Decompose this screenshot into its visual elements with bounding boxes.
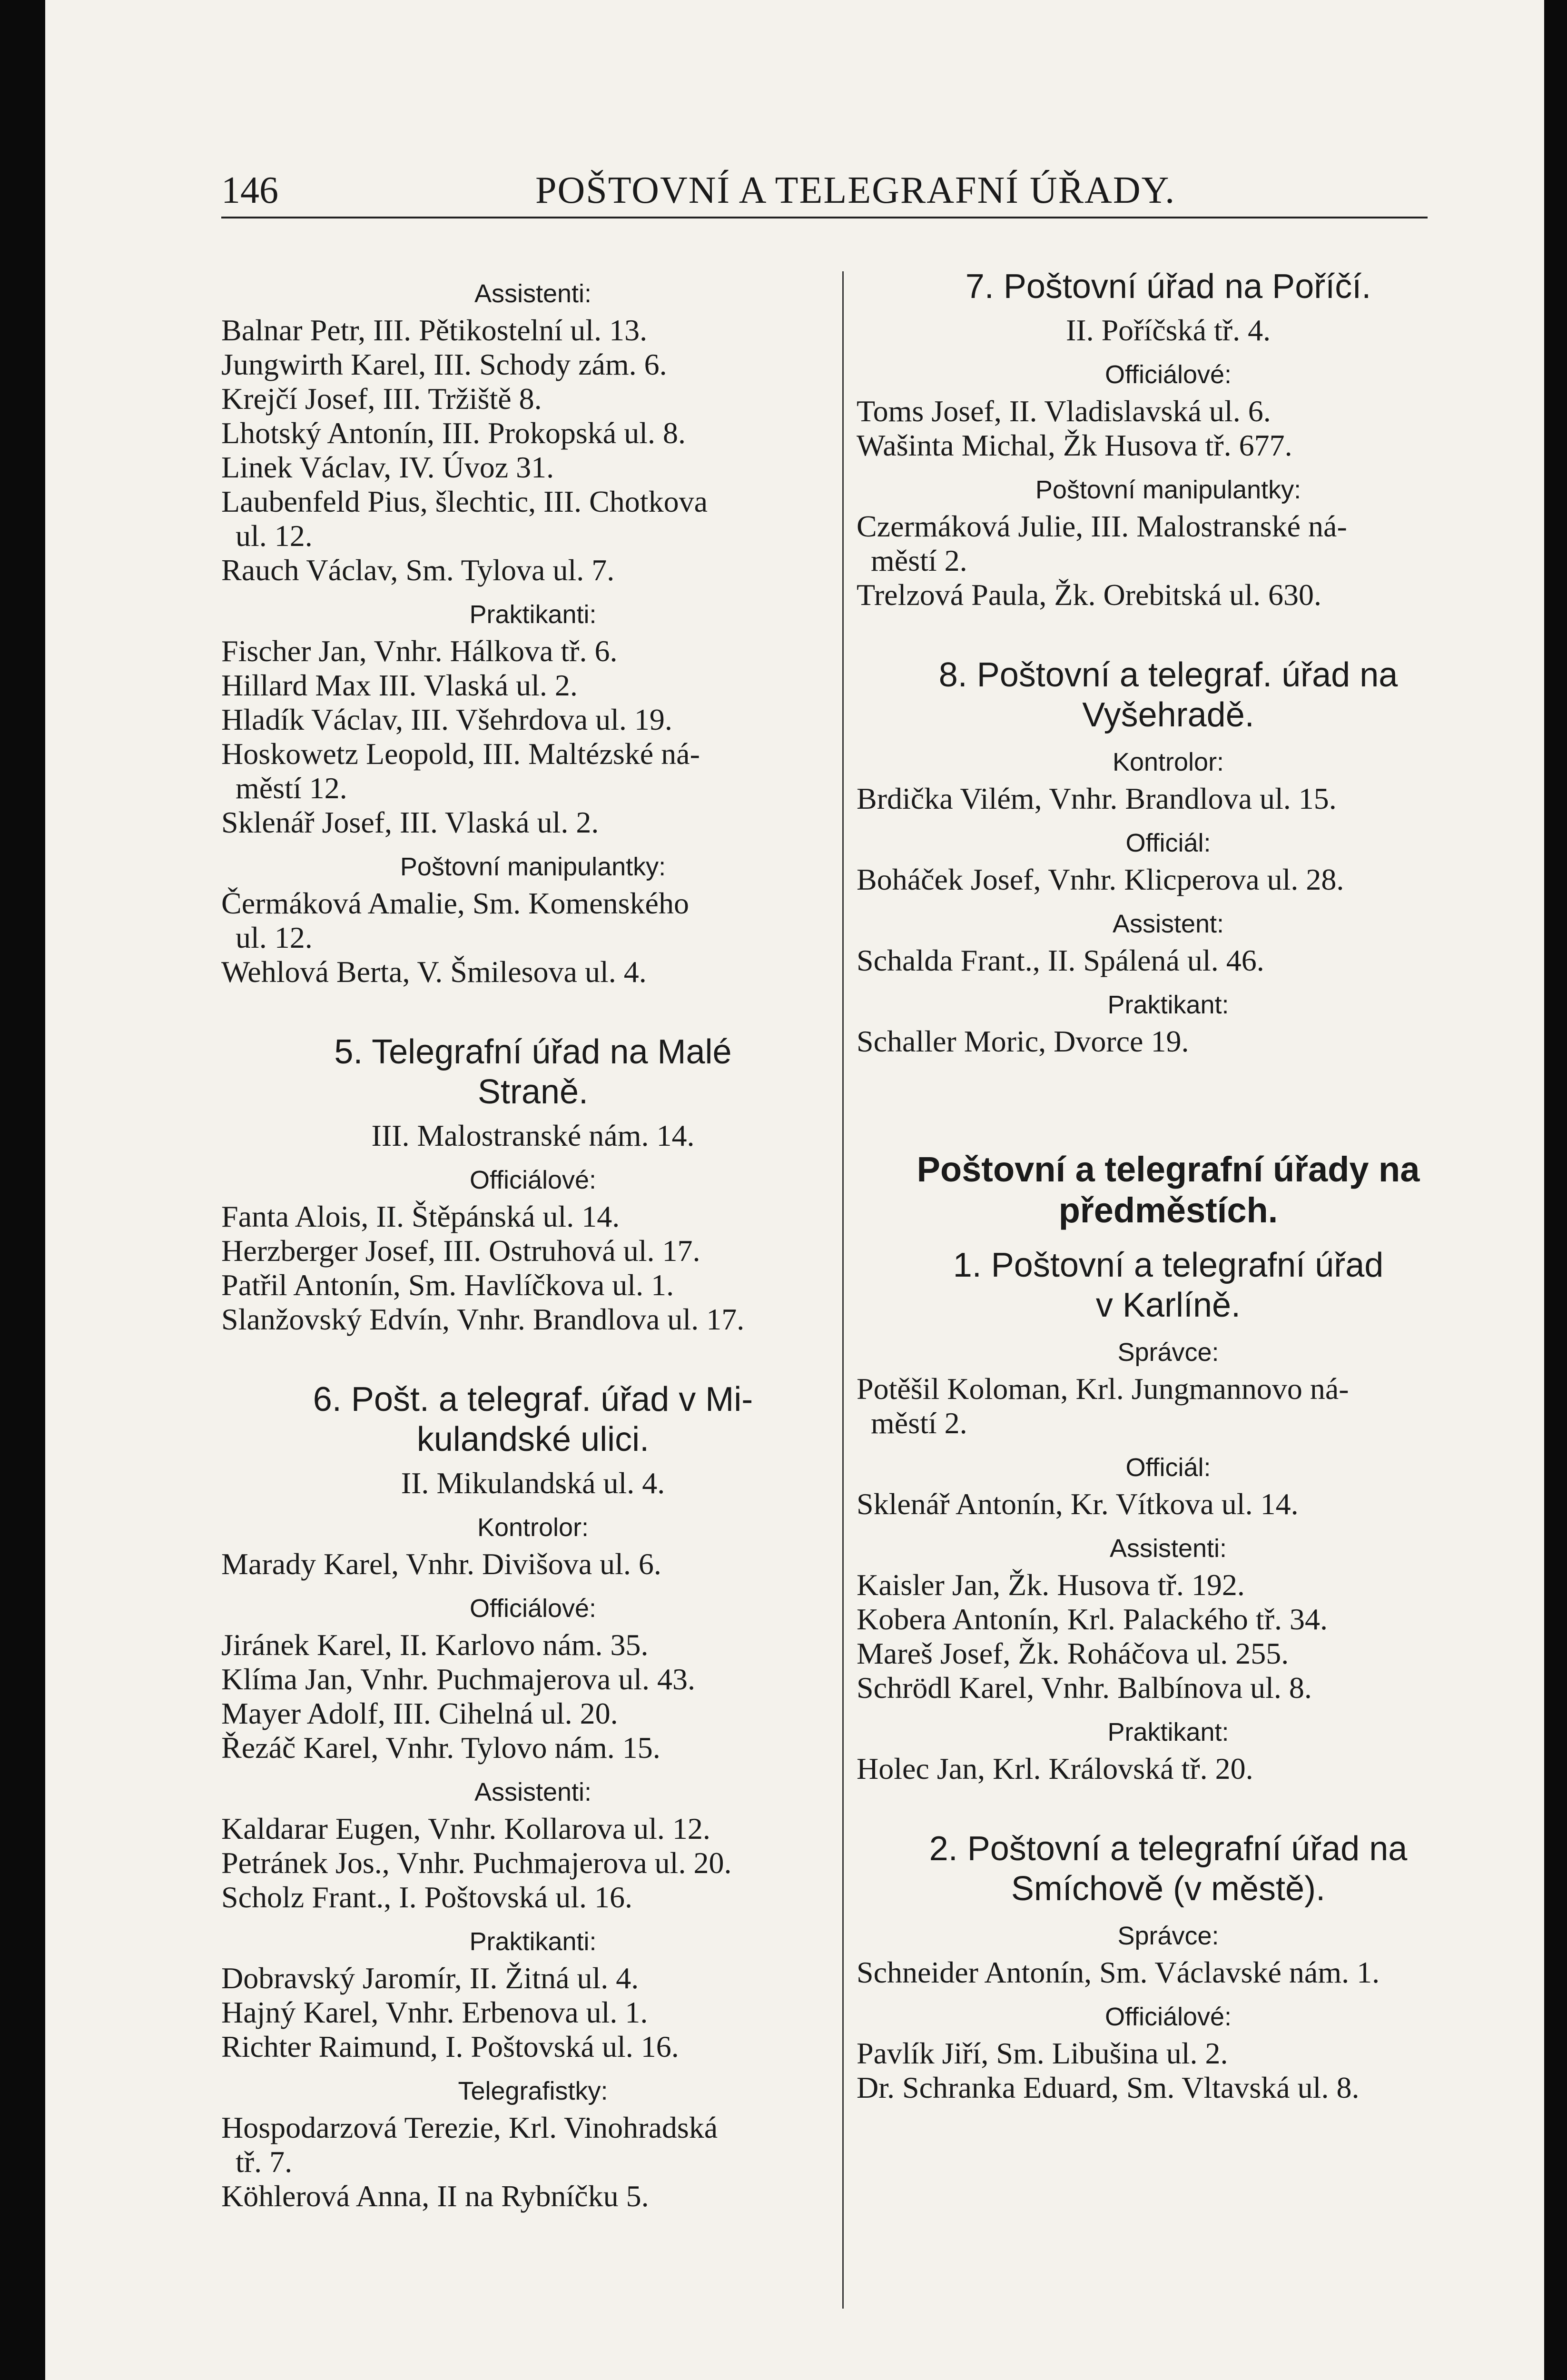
office-title [857, 1245, 1480, 1325]
entry: Řezáč Karel, Vnhr. Tylovo nám. 15. [221, 1731, 660, 1765]
right-column [857, 267, 1480, 2105]
entry: Wehlová Berta, V. Šmilesova ul. 4. [221, 955, 647, 989]
office-title-line: 8. Poštovní a telegraf. úřad na [938, 656, 1398, 694]
entry: Potěšil Koloman, Krl. Jungmannovo ná- [857, 1372, 1349, 1406]
entry: Mayer Adolf, III. Cihelná ul. 20. [221, 1696, 618, 1730]
entry: Petránek Jos., Vnhr. Puchmajerova ul. 20. [221, 1846, 732, 1880]
entry: Schalda Frant., II. Spálená ul. 46. [857, 943, 1264, 977]
entry: Hospodarzová Terezie, Krl. Vinohradská [221, 2111, 718, 2144]
page-number: 146 [221, 169, 278, 211]
running-header [221, 169, 1428, 221]
section-heading: Officiál: [1125, 1453, 1211, 1482]
entry: Schrödl Karel, Vnhr. Balbínova ul. 8. [857, 1671, 1312, 1705]
entry: Brdička Vilém, Vnhr. Brandlova ul. 15. [857, 782, 1337, 815]
chapter-title-line: předměstích. [1058, 1190, 1278, 1230]
entry: Laubenfeld Pius, šlechtic, III. Chotkova [221, 485, 708, 518]
entry: Fanta Alois, II. Štěpánská ul. 14. [221, 1200, 620, 1233]
entry: Czermáková Julie, III. Malostranské ná- [857, 509, 1347, 543]
entry: Scholz Frant., I. Poštovská ul. 16. [221, 1880, 632, 1914]
office-title-line: Smíchově (v městě). [1011, 1870, 1326, 1908]
office-address: II. Mikulandská ul. 4. [401, 1466, 665, 1500]
entry: Köhlerová Anna, II na Rybníčku 5. [221, 2179, 649, 2213]
office-address: II. Poříčská tř. 4. [1065, 313, 1271, 347]
entry: Balnar Petr, III. Pětikostelní ul. 13. [221, 313, 648, 347]
section-heading: Praktikant: [1107, 991, 1229, 1019]
entry: Schneider Antonín, Sm. Václavské nám. 1. [857, 1955, 1380, 1989]
chapter-title [857, 1149, 1480, 1231]
entry: Richter Raimund, I. Poštovská ul. 16. [221, 2030, 679, 2063]
office-title [857, 655, 1480, 735]
section-heading: Správce: [1117, 1338, 1219, 1367]
entry: Mareš Josef, Žk. Roháčova ul. 255. [857, 1636, 1289, 1670]
entry: Dobravský Jaromír, II. Žitná ul. 4. [221, 1961, 639, 1995]
office-title [221, 1032, 845, 1112]
chapter-title-line: Poštovní a telegrafní úřady na [917, 1150, 1420, 1189]
entry: Fischer Jan, Vnhr. Hálkova tř. 6. [221, 634, 618, 668]
office-title-line: v Karlíně. [1095, 1286, 1241, 1324]
section-heading: Praktikanti: [469, 600, 597, 629]
section-heading: Assistenti: [474, 1778, 592, 1806]
entry: Jiránek Karel, II. Karlovo nám. 35. [221, 1628, 649, 1662]
section-heading: Kontrolor: [1112, 748, 1224, 776]
section-heading: Praktikanti: [469, 1927, 597, 1956]
running-title: POŠTOVNÍ A TELEGRAFNÍ ÚŘADY. [535, 169, 1176, 211]
entry: Linek Václav, IV. Úvoz 31. [221, 450, 554, 484]
section-heading: Poštovní manipulantky: [400, 853, 666, 881]
office-title [857, 1829, 1480, 1909]
office-title: 7. Poštovní úřad na Poříčí. [965, 268, 1371, 306]
entry: Holec Jan, Krl. Královská tř. 20. [857, 1752, 1253, 1785]
entry: Jungwirth Karel, III. Schody zám. 6. [221, 347, 667, 381]
office-title-line: 2. Poštovní a telegrafní úřad na [929, 1830, 1408, 1868]
entry: Boháček Josef, Vnhr. Klicperova ul. 28. [857, 863, 1344, 896]
entry: Dr. Schranka Eduard, Sm. Vltavská ul. 8. [857, 2071, 1360, 2104]
book-page [45, 0, 1544, 2380]
entry: Hladík Václav, III. Všehrdova ul. 19. [221, 703, 672, 736]
section-heading: Telegrafistky: [458, 2077, 608, 2105]
entry: Hillard Max III. Vlaská ul. 2. [221, 668, 578, 702]
entry: Wašinta Michal, Žk Husova tř. 677. [857, 428, 1292, 462]
left-column [221, 267, 845, 2213]
section-heading: Assistenti: [1109, 1534, 1227, 1563]
entry: Čermáková Amalie, Sm. Komenského [221, 886, 689, 920]
entry: městí 12. [236, 771, 347, 805]
entry: Hoskowetz Leopold, III. Maltézské ná- [221, 737, 700, 771]
entry: městí 2. [871, 1406, 967, 1440]
section-heading: Kontrolor: [477, 1513, 589, 1542]
entry: Slanžovský Edvín, Vnhr. Brandlova ul. 17. [221, 1302, 745, 1336]
office-title-line: Straně. [477, 1073, 589, 1111]
entry: Kaldarar Eugen, Vnhr. Kollarova ul. 12. [221, 1812, 710, 1845]
entry: Lhotský Antonín, III. Prokopská ul. 8. [221, 416, 686, 450]
office-title-line: kulandské ulici. [416, 1420, 650, 1458]
entry: tř. 7. [236, 2145, 293, 2179]
section-heading: Poštovní manipulantky: [1035, 476, 1301, 504]
section-heading: Assistent: [1112, 910, 1224, 938]
entry: Kaisler Jan, Žk. Husova tř. 192. [857, 1568, 1245, 1602]
entry: Schaller Moric, Dvorce 19. [857, 1024, 1189, 1058]
entry: Sklenář Antonín, Kr. Vítkova ul. 14. [857, 1487, 1299, 1521]
office-title [221, 1379, 845, 1459]
entry: ul. 12. [236, 519, 313, 553]
section-heading: Officiálové: [469, 1166, 597, 1194]
section-heading: Officiálové: [1104, 360, 1232, 389]
section-heading: Officiálové: [1104, 2003, 1232, 2031]
entry: Trelzová Paula, Žk. Orebitská ul. 630. [857, 578, 1322, 612]
entry: Toms Josef, II. Vladislavská ul. 6. [857, 394, 1271, 428]
entry: Herzberger Josef, III. Ostruhová ul. 17. [221, 1234, 700, 1268]
section-heading: Officiál: [1125, 829, 1211, 857]
entry: městí 2. [871, 544, 967, 577]
office-title-line: 6. Pošt. a telegraf. úřad v Mi- [313, 1380, 753, 1418]
section-heading: Officiálové: [469, 1594, 597, 1623]
entry: Rauch Václav, Sm. Tylova ul. 7. [221, 553, 615, 587]
office-address: III. Malostranské nám. 14. [371, 1119, 695, 1152]
entry: Sklenář Josef, III. Vlaská ul. 2. [221, 805, 599, 839]
entry: ul. 12. [236, 921, 313, 954]
entry: Klíma Jan, Vnhr. Puchmajerova ul. 43. [221, 1662, 695, 1696]
entry: Kobera Antonín, Krl. Palackého tř. 34. [857, 1602, 1328, 1636]
section-heading: Správce: [1117, 1922, 1219, 1950]
office-title-line: Vyšehradě. [1082, 696, 1254, 734]
office-title-line: 1. Poštovní a telegrafní úřad [953, 1246, 1384, 1284]
entry: Krejčí Josef, III. Tržiště 8. [221, 382, 542, 416]
section-heading: Praktikant: [1107, 1718, 1229, 1746]
office-title-line: 5. Telegrafní úřad na Malé [334, 1033, 732, 1071]
entry: Patřil Antonín, Sm. Havlíčkova ul. 1. [221, 1268, 674, 1302]
header-rule [221, 217, 1428, 218]
entry: Pavlík Jiří, Sm. Libušina ul. 2. [857, 2036, 1228, 2070]
section-heading: Assistenti: [474, 279, 592, 308]
entry: Hajný Karel, Vnhr. Erbenova ul. 1. [221, 1995, 648, 2029]
entry: Marady Karel, Vnhr. Divišova ul. 6. [221, 1547, 661, 1581]
